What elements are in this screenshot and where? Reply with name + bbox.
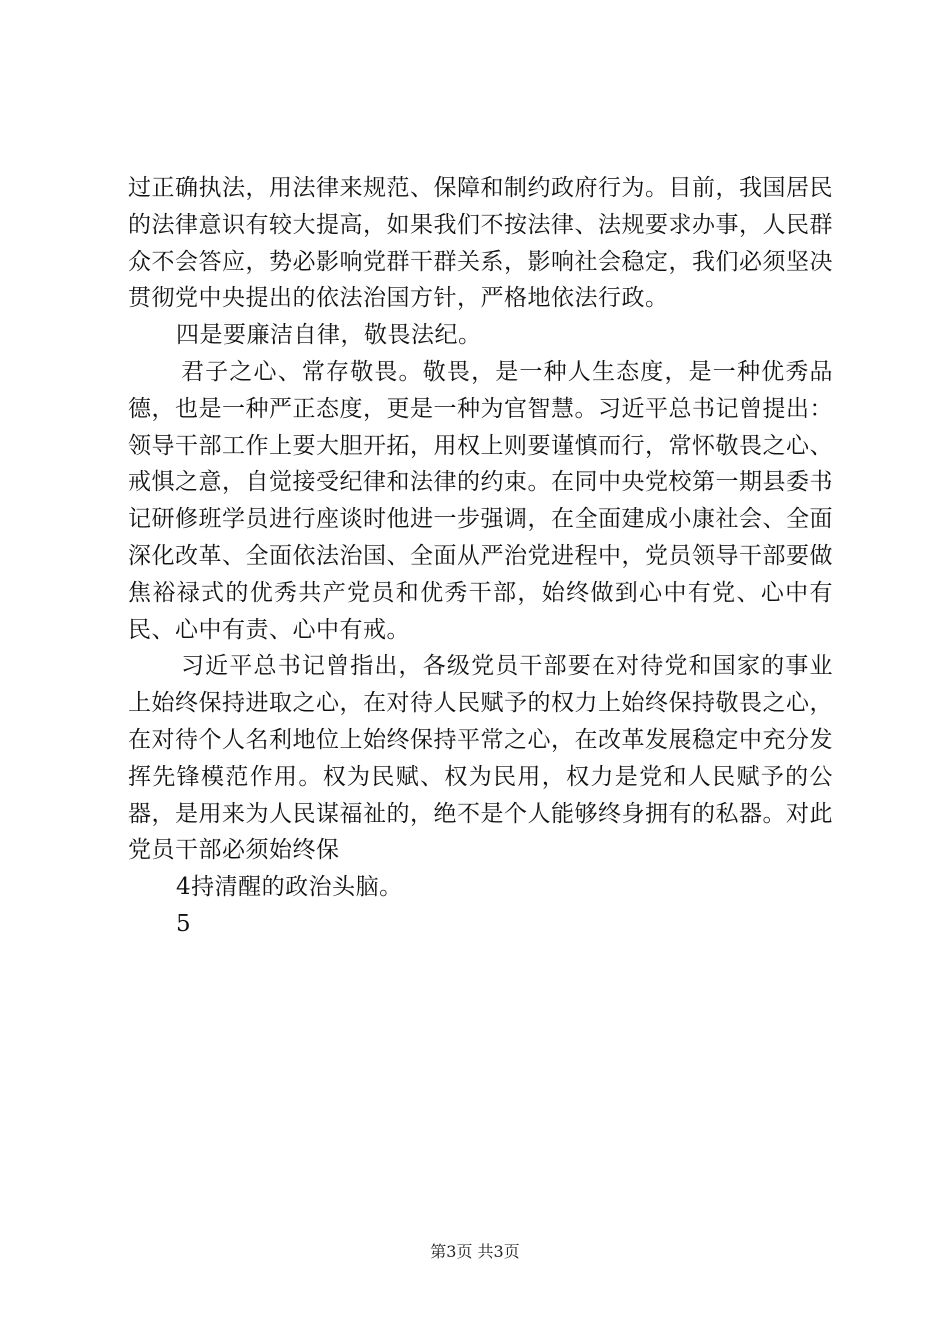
paragraph-rule-of-law: 过正确执法，用法律来规范、保障和制约政府行为。目前，我国居民的法律意识有较大提高，如果我们不按法律、法规要求办事，人民群众不会答应，势必影响党群干群关系，影响社会稳定，我们必须坚决贯彻党中央提出的依法治国方针，严格地依法行政。 xyxy=(128,175,833,312)
paragraph-xi-instruction: 习近平总书记曾指出，各级党员干部要在对待党和国家的事业上始终保持进取之心，在对待人民赋予的权力上始终保持敬畏之心，在对待个人名利地位上始终保持平常之心，在改革发展稳定中充分发挥先锋模范作用。权为民赋、权为民用，权力是党和人民赋予的公器，是用来为人民谋福祉的，绝不是个人能够终身拥有的私器。对此党员干部必须始终保 xyxy=(128,653,833,864)
paragraph-fragment-four: 4持清醒的政治头脑。 xyxy=(176,874,403,901)
paragraph-fragment-five: 5 xyxy=(176,910,192,937)
paragraph-heading-four: 四是要廉洁自律，敬畏法纪。 xyxy=(176,322,482,349)
page-number-label: 第3页 共3页 xyxy=(430,1242,520,1261)
document-body xyxy=(128,170,833,943)
paragraph-reverence: 君子之心、常存敬畏。敬畏，是一种人生态度，是一种优秀品德，也是一种严正态度，更是一种为官智慧。习近平总书记曾提出：领导干部工作上要大胆开拓，用权上则要谨慎而行，常怀敬畏之心、戒惧之意，自觉接受纪律和法律的约束。在同中央党校第一期县委书记研修班学员进行座谈时他进一步强调，在全面建成小康社会、全面深化改革、全面依法治国、全面从严治党进程中，党员领导干部要做焦裕禄式的优秀共产党员和优秀干部，始终做到心中有党、心中有民、心中有责、心中有戒。 xyxy=(128,358,833,643)
page-footer xyxy=(0,1240,950,1264)
